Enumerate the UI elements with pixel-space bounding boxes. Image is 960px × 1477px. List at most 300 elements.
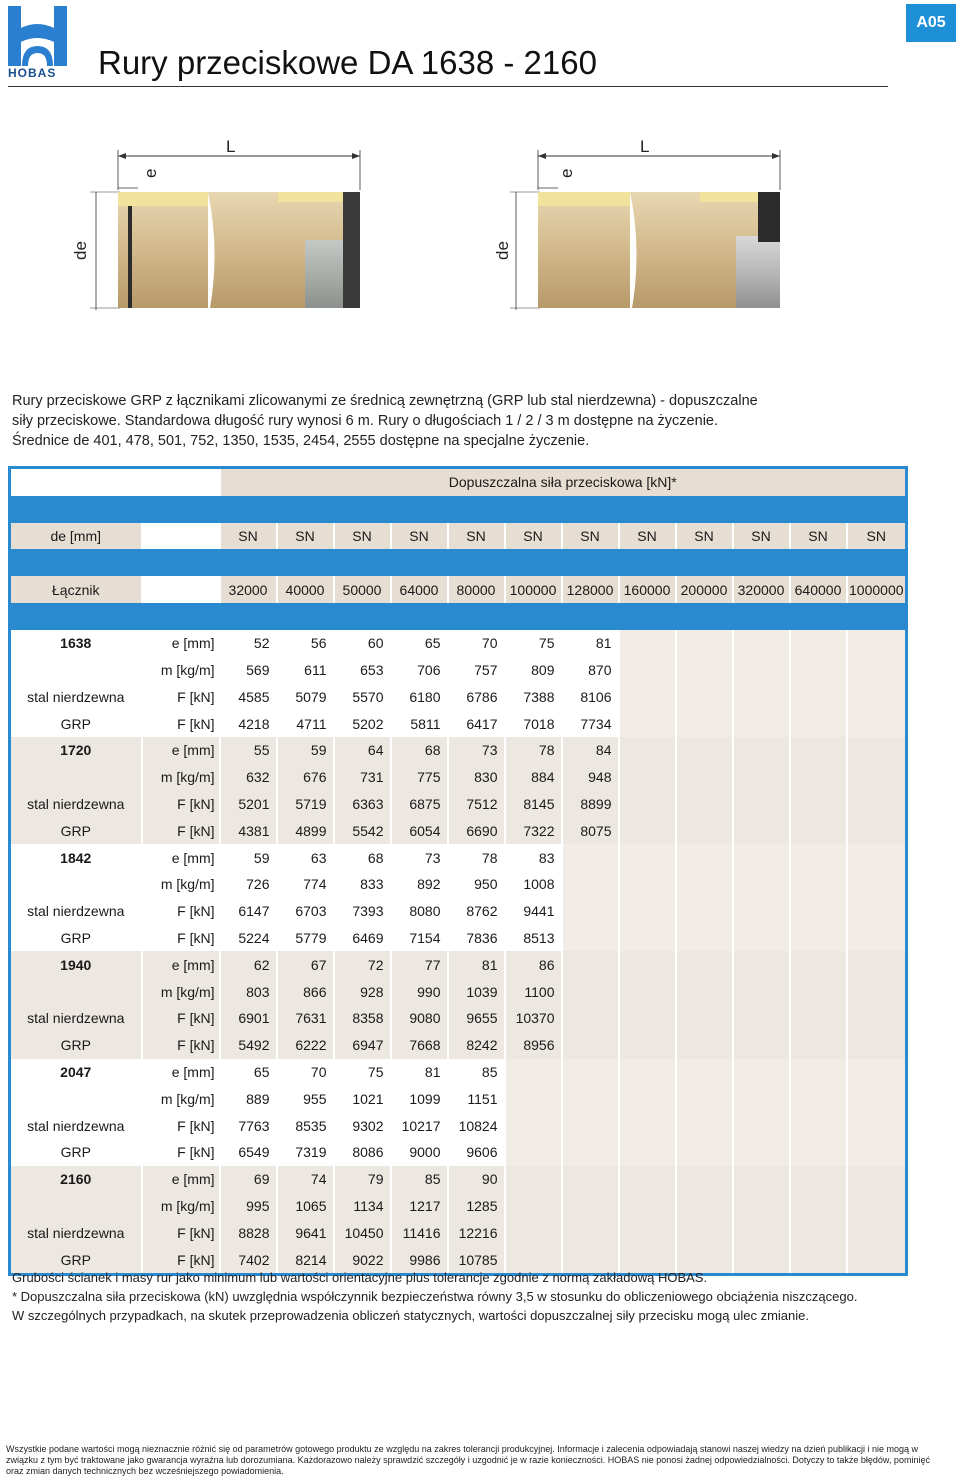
value-cell: 676: [277, 764, 334, 791]
empty-cell: [790, 1032, 847, 1059]
coupling-type-cell: stal nierdzewna: [10, 898, 142, 925]
empty-cell: [847, 710, 907, 737]
unit-cell: F [kN]: [142, 1246, 220, 1274]
unit-cell: m [kg/m]: [142, 1193, 220, 1220]
value-cell: 892: [391, 871, 448, 898]
value-cell: 6469: [334, 925, 391, 952]
unit-cell: e [mm]: [142, 1059, 220, 1086]
empty-cell: [676, 817, 733, 844]
empty-cell: [619, 1005, 676, 1032]
empty-cell: [847, 1059, 907, 1086]
coupling-type-cell: [10, 871, 142, 898]
coupling-header: Łącznik: [10, 576, 142, 603]
empty-cell: [562, 1059, 619, 1086]
value-cell: 1285: [448, 1193, 505, 1220]
empty-cell: [676, 1032, 733, 1059]
header-row-sn: [10, 523, 907, 550]
empty-cell: [619, 925, 676, 952]
sn-label: SN: [790, 523, 847, 550]
value-cell: 90: [448, 1166, 505, 1193]
diameter-cell: 1842: [10, 844, 142, 871]
empty-cell: [676, 683, 733, 710]
value-cell: 5079: [277, 683, 334, 710]
value-cell: 81: [448, 951, 505, 978]
value-cell: 59: [220, 844, 277, 871]
empty-cell: [847, 898, 907, 925]
empty-cell: [676, 898, 733, 925]
sn-label: SN: [505, 523, 562, 550]
empty-cell: [733, 925, 790, 952]
empty-cell: [505, 1166, 562, 1193]
value-cell: 1039: [448, 978, 505, 1005]
value-cell: 85: [448, 1059, 505, 1086]
empty-cell: [733, 1005, 790, 1032]
empty-cell: [619, 1112, 676, 1139]
coupling-type-cell: [10, 657, 142, 684]
value-cell: 7319: [277, 1139, 334, 1166]
sn-value: 320000: [733, 576, 790, 603]
empty-cell: [847, 844, 907, 871]
value-cell: 7668: [391, 1032, 448, 1059]
value-cell: 809: [505, 657, 562, 684]
unit-cell: F [kN]: [142, 1112, 220, 1139]
value-cell: 1008: [505, 871, 562, 898]
empty-cell: [619, 871, 676, 898]
sn-label: SN: [676, 523, 733, 550]
value-cell: 56: [277, 630, 334, 657]
empty-cell: [790, 764, 847, 791]
sn-value: 32000: [220, 576, 277, 603]
unit-cell: F [kN]: [142, 791, 220, 818]
table-row: [10, 630, 907, 657]
value-cell: 6875: [391, 791, 448, 818]
value-cell: 11416: [391, 1219, 448, 1246]
value-cell: 6222: [277, 1032, 334, 1059]
coupling-type-cell: stal nierdzewna: [10, 791, 142, 818]
empty-cell: [505, 1219, 562, 1246]
empty-cell: [562, 925, 619, 952]
empty-cell: [790, 817, 847, 844]
table-row: [10, 1166, 907, 1193]
value-cell: 79: [334, 1166, 391, 1193]
empty-cell: [790, 791, 847, 818]
value-cell: 950: [448, 871, 505, 898]
empty-cell: [733, 1032, 790, 1059]
empty-cell: [619, 898, 676, 925]
sn-value: 80000: [448, 576, 505, 603]
value-cell: 70: [277, 1059, 334, 1086]
empty-cell: [847, 1032, 907, 1059]
empty-cell: [733, 710, 790, 737]
empty-cell: [733, 978, 790, 1005]
unit-cell: F [kN]: [142, 1032, 220, 1059]
value-cell: 67: [277, 951, 334, 978]
value-cell: 6786: [448, 683, 505, 710]
empty-cell: [619, 630, 676, 657]
value-cell: 928: [334, 978, 391, 1005]
value-cell: 8535: [277, 1112, 334, 1139]
empty-cell: [733, 1112, 790, 1139]
table-row: [10, 844, 907, 871]
empty-cell: [790, 1085, 847, 1112]
diameter-cell: 1638: [10, 630, 142, 657]
value-cell: 68: [391, 737, 448, 764]
value-cell: 7018: [505, 710, 562, 737]
value-cell: 7763: [220, 1112, 277, 1139]
value-cell: 4218: [220, 710, 277, 737]
unit-cell: F [kN]: [142, 898, 220, 925]
empty-cell: [562, 871, 619, 898]
empty-cell: [676, 1166, 733, 1193]
empty-cell: [562, 1032, 619, 1059]
value-cell: 9441: [505, 898, 562, 925]
value-cell: 803: [220, 978, 277, 1005]
sn-value: 200000: [676, 576, 733, 603]
table-row: [10, 925, 907, 952]
empty-cell: [619, 764, 676, 791]
value-cell: 10217: [391, 1112, 448, 1139]
empty-cell: [790, 1219, 847, 1246]
unit-cell: m [kg/m]: [142, 1085, 220, 1112]
value-cell: 884: [505, 764, 562, 791]
value-cell: 65: [391, 630, 448, 657]
empty-cell: [733, 630, 790, 657]
unit-cell: e [mm]: [142, 844, 220, 871]
value-cell: 569: [220, 657, 277, 684]
value-cell: 6363: [334, 791, 391, 818]
diameter-cell: 1720: [10, 737, 142, 764]
empty-cell: [619, 791, 676, 818]
unit-cell: m [kg/m]: [142, 657, 220, 684]
jacking-force-table: [8, 466, 908, 1276]
value-cell: 5542: [334, 817, 391, 844]
table-row: [10, 737, 907, 764]
intro-line: Średnice de 401, 478, 501, 752, 1350, 1535, 2454, 2555 dostępne na specjalne życzenie.: [12, 433, 590, 449]
empty-cell: [676, 871, 733, 898]
table-row: [10, 1193, 907, 1220]
value-cell: 60: [334, 630, 391, 657]
empty-cell: [562, 844, 619, 871]
value-cell: 77: [391, 951, 448, 978]
empty-cell: [847, 871, 907, 898]
empty-cell: [790, 1005, 847, 1032]
value-cell: 948: [562, 764, 619, 791]
value-cell: 7402: [220, 1246, 277, 1274]
empty-cell: [619, 817, 676, 844]
coupling-type-cell: GRP: [10, 1032, 142, 1059]
note-line: * Dopuszczalna siła przeciskowa (kN) uwzględnia współczynnik bezpieczeństwa równy 3,5 w stosunku do obliczeniowego obciążenia niszczącego.: [12, 1289, 858, 1304]
sn-value: 1000000: [847, 576, 907, 603]
empty-cell: [676, 657, 733, 684]
empty-cell: [676, 764, 733, 791]
value-cell: 1151: [448, 1085, 505, 1112]
empty-cell: [790, 951, 847, 978]
value-cell: 10450: [334, 1219, 391, 1246]
value-cell: 81: [562, 630, 619, 657]
value-cell: 59: [277, 737, 334, 764]
unit-cell: e [mm]: [142, 737, 220, 764]
value-cell: 10785: [448, 1246, 505, 1274]
header-blank: [142, 576, 220, 603]
empty-cell: [619, 1219, 676, 1246]
value-cell: 5201: [220, 791, 277, 818]
empty-cell: [790, 630, 847, 657]
table-row: [10, 1032, 907, 1059]
value-cell: 870: [562, 657, 619, 684]
intro-line: siły przeciskowe. Standardowa długość rury wynosi 6 m. Rury o długościach 1 / 2 / 3 m dostępne na życzenie.: [12, 413, 719, 429]
value-cell: 4899: [277, 817, 334, 844]
empty-cell: [790, 710, 847, 737]
value-cell: 7734: [562, 710, 619, 737]
value-cell: 8242: [448, 1032, 505, 1059]
sn-label: SN: [277, 523, 334, 550]
value-cell: 85: [391, 1166, 448, 1193]
table-row: [10, 657, 907, 684]
value-cell: 6947: [334, 1032, 391, 1059]
table-row: [10, 817, 907, 844]
empty-cell: [619, 1193, 676, 1220]
coupling-type-cell: GRP: [10, 1246, 142, 1274]
coupling-type-cell: [10, 764, 142, 791]
sn-value: 160000: [619, 576, 676, 603]
unit-cell: e [mm]: [142, 630, 220, 657]
empty-cell: [562, 1219, 619, 1246]
value-cell: 653: [334, 657, 391, 684]
intro-text: [12, 391, 932, 451]
title-divider: [8, 86, 888, 87]
unit-cell: F [kN]: [142, 1139, 220, 1166]
empty-cell: [676, 630, 733, 657]
value-cell: 1100: [505, 978, 562, 1005]
value-cell: 75: [505, 630, 562, 657]
table-row: [10, 898, 907, 925]
value-cell: 5719: [277, 791, 334, 818]
value-cell: 7512: [448, 791, 505, 818]
unit-cell: m [kg/m]: [142, 978, 220, 1005]
value-cell: 7631: [277, 1005, 334, 1032]
value-cell: 9655: [448, 1005, 505, 1032]
value-cell: 10824: [448, 1112, 505, 1139]
logo-text: HOBAS: [8, 66, 57, 80]
value-cell: 990: [391, 978, 448, 1005]
empty-cell: [562, 978, 619, 1005]
right-diameter-label: de: [493, 241, 512, 260]
value-cell: 5492: [220, 1032, 277, 1059]
empty-cell: [847, 1139, 907, 1166]
empty-cell: [619, 978, 676, 1005]
empty-cell: [505, 1112, 562, 1139]
empty-cell: [847, 1085, 907, 1112]
empty-cell: [733, 1085, 790, 1112]
table-row: [10, 764, 907, 791]
empty-cell: [847, 683, 907, 710]
empty-cell: [790, 1166, 847, 1193]
empty-cell: [733, 844, 790, 871]
empty-cell: [676, 1193, 733, 1220]
empty-cell: [676, 951, 733, 978]
value-cell: 5224: [220, 925, 277, 952]
empty-cell: [733, 951, 790, 978]
empty-cell: [790, 1112, 847, 1139]
left-diameter-label: de: [71, 241, 90, 260]
empty-cell: [562, 1193, 619, 1220]
value-cell: 8513: [505, 925, 562, 952]
value-cell: 9080: [391, 1005, 448, 1032]
value-cell: 4381: [220, 817, 277, 844]
value-cell: 774: [277, 871, 334, 898]
sn-label: SN: [619, 523, 676, 550]
empty-cell: [619, 1085, 676, 1112]
empty-cell: [790, 1139, 847, 1166]
sn-label: SN: [448, 523, 505, 550]
value-cell: 9986: [391, 1246, 448, 1274]
empty-cell: [790, 657, 847, 684]
value-cell: 7154: [391, 925, 448, 952]
table-row: [10, 1139, 907, 1166]
header-blank: [142, 523, 220, 550]
unit-cell: F [kN]: [142, 925, 220, 952]
table-row: [10, 683, 907, 710]
sn-value: 100000: [505, 576, 562, 603]
value-cell: 9022: [334, 1246, 391, 1274]
value-cell: 6180: [391, 683, 448, 710]
right-length-label: L: [640, 137, 650, 156]
value-cell: 62: [220, 951, 277, 978]
empty-cell: [562, 1139, 619, 1166]
value-cell: 12216: [448, 1219, 505, 1246]
value-cell: 55: [220, 737, 277, 764]
value-cell: 4711: [277, 710, 334, 737]
table-row: [10, 1005, 907, 1032]
value-cell: 6054: [391, 817, 448, 844]
value-cell: 5779: [277, 925, 334, 952]
value-cell: 5811: [391, 710, 448, 737]
value-cell: 10370: [505, 1005, 562, 1032]
table-row: [10, 1219, 907, 1246]
value-cell: 68: [334, 844, 391, 871]
sn-value: 64000: [391, 576, 448, 603]
left-pipe-drawing: [90, 150, 360, 310]
empty-cell: [505, 1059, 562, 1086]
empty-cell: [619, 657, 676, 684]
value-cell: 995: [220, 1193, 277, 1220]
value-cell: 84: [562, 737, 619, 764]
empty-cell: [733, 1219, 790, 1246]
empty-cell: [733, 764, 790, 791]
disclaimer-footer: Wszystkie podane wartości mogą nieznacznie różnić się od parametrów gotowego produktu ze względu na zakres tolerancji produkcyjnej. Informacje i zalecenia odpowiadają stanowi naszej wiedzy na dzień publikacji i nie mogą w związku z tym być traktowane jako gwarancja wyraźna lub dorozumiana. Każdorazowo należy sprawdzić szczegóły i uzgodnić je w razie konieczności. HOBAS nie ponosi żadnej odpowiedzialności. Dotyczy to także błędów, pominięć oraz zmian danych technicznych bez wcześniejszego powiadomienia.: [6, 1444, 930, 1476]
value-cell: 611: [277, 657, 334, 684]
value-cell: 9641: [277, 1219, 334, 1246]
value-cell: 81: [391, 1059, 448, 1086]
unit-cell: e [mm]: [142, 951, 220, 978]
sn-label: SN: [562, 523, 619, 550]
unit-cell: F [kN]: [142, 1219, 220, 1246]
value-cell: 775: [391, 764, 448, 791]
empty-cell: [790, 1059, 847, 1086]
empty-cell: [847, 978, 907, 1005]
coupling-type-cell: stal nierdzewna: [10, 1219, 142, 1246]
value-cell: 70: [448, 630, 505, 657]
value-cell: 75: [334, 1059, 391, 1086]
value-cell: 8145: [505, 791, 562, 818]
empty-cell: [733, 898, 790, 925]
value-cell: 4585: [220, 683, 277, 710]
unit-cell: m [kg/m]: [142, 764, 220, 791]
value-cell: 52: [220, 630, 277, 657]
value-cell: 833: [334, 871, 391, 898]
empty-cell: [790, 978, 847, 1005]
sn-label: SN: [220, 523, 277, 550]
empty-cell: [676, 1219, 733, 1246]
empty-cell: [676, 1085, 733, 1112]
diameter-cell: 2047: [10, 1059, 142, 1086]
value-cell: 1134: [334, 1193, 391, 1220]
coupling-type-cell: GRP: [10, 1139, 142, 1166]
empty-cell: [733, 871, 790, 898]
header-row-sn-values: [10, 576, 907, 603]
value-cell: 6549: [220, 1139, 277, 1166]
empty-cell: [619, 683, 676, 710]
value-cell: 78: [448, 844, 505, 871]
empty-cell: [676, 1112, 733, 1139]
value-cell: 72: [334, 951, 391, 978]
empty-cell: [847, 737, 907, 764]
sn-value: 128000: [562, 576, 619, 603]
empty-cell: [790, 683, 847, 710]
value-cell: 9000: [391, 1139, 448, 1166]
value-cell: 9606: [448, 1139, 505, 1166]
empty-cell: [847, 817, 907, 844]
section-badge: A05: [906, 4, 956, 42]
empty-cell: [847, 1166, 907, 1193]
unit-cell: F [kN]: [142, 683, 220, 710]
value-cell: 955: [277, 1085, 334, 1112]
empty-cell: [790, 737, 847, 764]
value-cell: 8762: [448, 898, 505, 925]
empty-cell: [733, 817, 790, 844]
unit-cell: m [kg/m]: [142, 871, 220, 898]
empty-cell: [619, 951, 676, 978]
empty-cell: [562, 1166, 619, 1193]
empty-cell: [733, 1139, 790, 1166]
empty-cell: [619, 1032, 676, 1059]
empty-cell: [676, 844, 733, 871]
empty-cell: [619, 737, 676, 764]
left-wall-label: e: [141, 168, 160, 178]
coupling-type-cell: [10, 1193, 142, 1220]
empty-cell: [676, 978, 733, 1005]
diameter-cell: 2160: [10, 1166, 142, 1193]
empty-cell: [847, 657, 907, 684]
empty-cell: [790, 844, 847, 871]
empty-cell: [562, 951, 619, 978]
empty-cell: [790, 1193, 847, 1220]
value-cell: 6417: [448, 710, 505, 737]
empty-cell: [619, 1139, 676, 1166]
coupling-type-cell: stal nierdzewna: [10, 1005, 142, 1032]
empty-cell: [562, 1085, 619, 1112]
empty-cell: [790, 925, 847, 952]
empty-cell: [619, 1059, 676, 1086]
value-cell: 1065: [277, 1193, 334, 1220]
sn-label: SN: [733, 523, 790, 550]
de-header: de [mm]: [10, 523, 142, 550]
empty-cell: [562, 898, 619, 925]
empty-cell: [619, 1166, 676, 1193]
table-notes: [12, 1268, 952, 1325]
value-cell: 6147: [220, 898, 277, 925]
pipe-drawing: [60, 130, 880, 350]
